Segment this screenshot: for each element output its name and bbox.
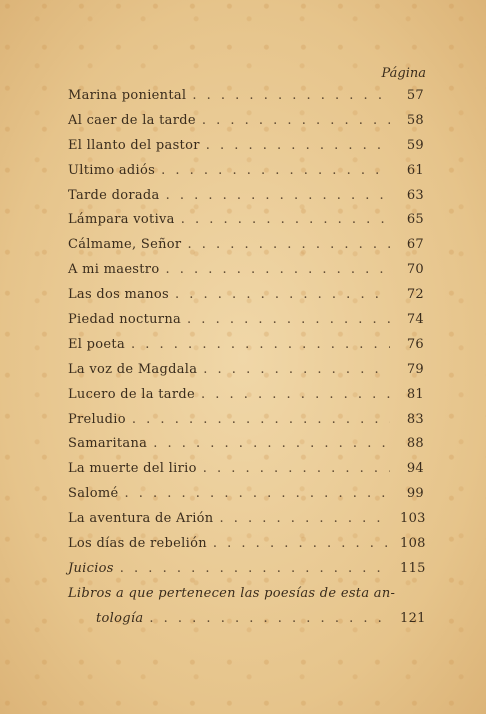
leader-dots [203,362,390,377]
toc-page-number: 121 [400,610,426,626]
leader-dots [166,188,390,203]
toc-page-number: 99 [406,486,424,502]
leader-dots [203,461,390,476]
toc-page-number: 76 [406,336,424,352]
toc-entry [68,486,424,511]
toc-title: Tarde dorada [68,187,160,203]
toc-page-number: 63 [406,187,424,203]
toc-page-number: 88 [406,436,424,452]
toc-entry [68,262,424,287]
toc-page-number: 59 [406,137,424,153]
toc-title: Juicios [68,560,114,576]
toc-title: tología [96,610,144,626]
toc-title: Ultimo adiós [68,162,156,178]
toc-entry [68,188,424,213]
toc-entry [68,436,424,461]
leader-dots [175,287,390,302]
toc-title: La aventura de Arión [68,511,214,527]
toc-page-number: 81 [406,386,424,402]
toc-title: Samaritana [68,436,148,452]
toc-page-number: 74 [406,312,424,328]
leader-dots [201,387,390,402]
toc-page-number: 94 [406,461,424,477]
toc-entry [68,163,424,188]
toc-page-number: 58 [406,112,424,128]
toc-entry [68,237,424,262]
toc-entry-line2 [68,611,424,636]
leader-dots [202,113,390,128]
toc-page-number: 67 [406,237,424,253]
toc-title: Marina poniental [68,88,187,103]
toc-entry-line1: Libros a que pertenecen las poesías de esta an- [68,585,396,601]
toc-entry [68,113,424,138]
leader-dots [181,212,390,227]
toc-title: Lucero de la tarde [68,386,195,402]
leader-dots [132,412,390,427]
toc-entry [68,511,424,536]
toc-page-number: 108 [400,536,426,552]
toc-entry [68,337,424,362]
leader-dots [213,536,390,551]
leader-dots [120,561,390,576]
leader-dots [153,436,390,451]
toc-page-number: 79 [406,361,424,377]
toc-title: Lámpara votiva [68,212,175,228]
toc-title: Las dos manos [68,287,169,303]
leader-dots [187,312,390,327]
leader-dots [131,337,390,352]
toc-title: El llanto del pastor [68,137,200,153]
toc-entry [68,138,424,163]
leader-dots [165,262,390,277]
leader-dots [206,138,390,153]
toc-page-number: 103 [400,511,426,527]
toc-page-number: 57 [406,88,424,103]
toc-entry [68,287,424,312]
toc-entry [68,536,424,561]
leader-dots [161,163,390,178]
toc-title: Los días de rebelión [68,536,207,552]
toc-page-number: 65 [406,212,424,228]
toc-entry [68,312,424,337]
leader-dots [187,237,390,252]
toc-entry [68,88,424,113]
toc-page-number: 83 [406,411,424,427]
table-of-contents [68,88,424,636]
toc-title: Salomé [68,486,119,502]
toc-title: A mi maestro [68,262,160,278]
leader-dots [124,486,390,501]
leader-dots [219,511,390,526]
toc-page-number: 115 [400,560,426,576]
toc-title: La muerte del lirio [68,461,197,477]
toc-title: Piedad nocturna [68,312,182,328]
toc-title: La voz de Magdala [68,361,198,377]
toc-page-number: 70 [406,262,424,278]
toc-entry [68,412,424,437]
leader-dots [192,88,390,103]
toc-entry [68,387,424,412]
toc-title: El poeta [68,336,125,352]
toc-entry [68,212,424,237]
page-column-header: Página [381,66,426,81]
toc-entry [68,362,424,387]
toc-title: Al caer de la tarde [68,112,196,128]
toc-entry [68,461,424,486]
leader-dots [149,611,390,626]
toc-title: Preludio [68,411,126,427]
toc-page-number: 61 [406,162,424,178]
toc-title: Cálmame, Señor [68,237,182,253]
toc-page-number: 72 [406,287,424,303]
toc-entry [68,561,424,586]
